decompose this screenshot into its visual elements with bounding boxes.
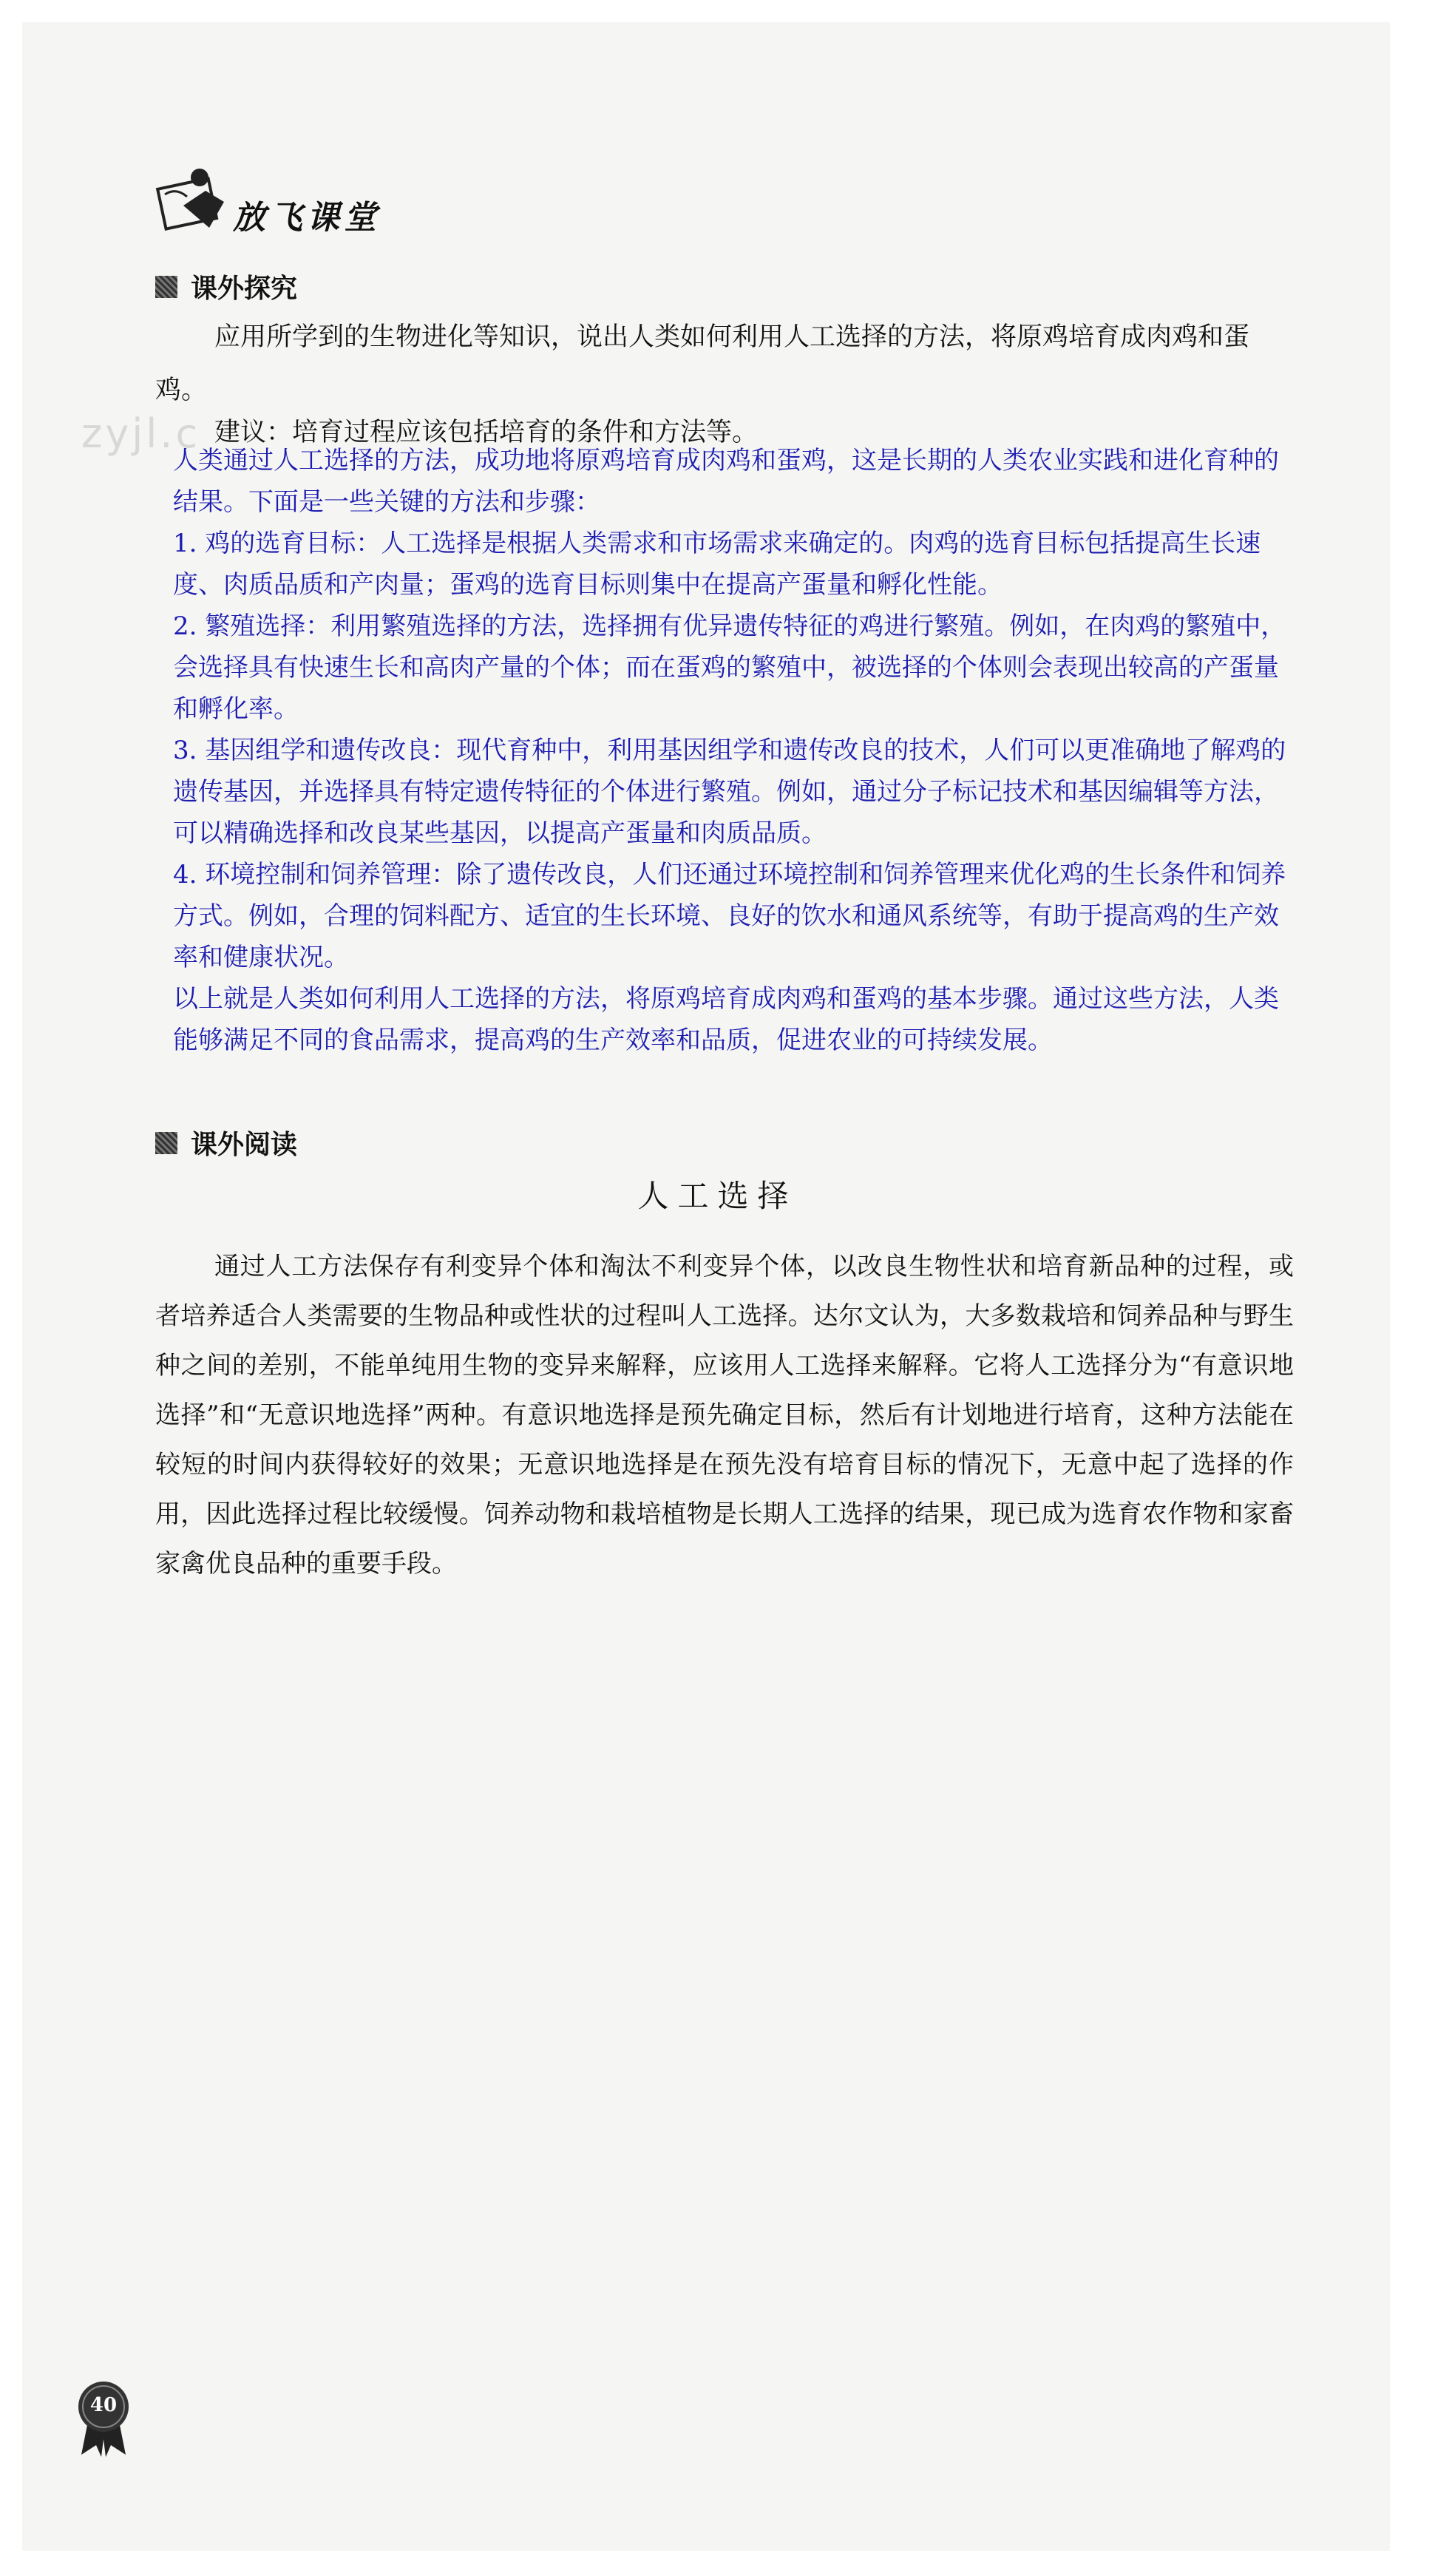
explore-question: 应用所学到的生物进化等知识，说出人类如何利用人工选择的方法，将原鸡培育成肉鸡和蛋鸡。 bbox=[155, 322, 1250, 405]
answer-paragraph: 4. 环境控制和饲养管理：除了遗传改良，人们还通过环境控制和饲养管理来优化鸡的生长条件和饲养方式。例如，合理的饲料配方、适宜的生长环境、良好的饮水和通风系统等，有助于提高鸡的生产效率和健康状况。 bbox=[173, 860, 1286, 972]
section-marker-icon bbox=[155, 1132, 177, 1154]
section-heading-reading bbox=[155, 1124, 297, 1162]
answer-paragraph: 人类通过人工选择的方法，成功地将原鸡培育成肉鸡和蛋鸡，这是长期的人类农业实践和进化育种的结果。下面是一些关键的方法和步骤： bbox=[173, 446, 1279, 517]
explore-hint: 建议：培育过程应该包括培育的条件和方法等。 bbox=[214, 418, 759, 447]
answer-block bbox=[173, 440, 1297, 1061]
page-number: 40 bbox=[89, 2394, 118, 2416]
section-heading-label: 课外探究 bbox=[191, 274, 298, 304]
reading-body: 通过人工方法保存有利变异个体和淘汰不利变异个体，以改良生物性状和培育新品种的过程，或者培养适合人类需要的生物品种或性状的过程叫人工选择。达尔文认为，大多数栽培和饲养品种与野生种之间的差别，不能单纯用生物的变异来解释，应该用人工选择来解释。它将人工选择分为“有意识地选择”和“无意识地选择”两种。有意识地选择是预先确定目标，然后有计划地进行培育，这种方法能在较短的时间内获得较好的效果；无意识地选择是在预先没有培育目标的情况下，无意中起了选择的作用，因此选择过程比较缓慢。饲养动物和栽培植物是长期人工选择的结果，现已成为选育农作物和家畜家禽优良品种的重要手段。 bbox=[155, 1252, 1294, 1579]
answer-paragraph: 2. 繁殖选择：利用繁殖选择的方法，选择拥有优异遗传特征的鸡进行繁殖。例如，在肉鸡的繁殖中，会选择具有快速生长和高肉产量的个体；而在蛋鸡的繁殖中，被选择的个体则会表现出较高的产蛋量和孵化率。 bbox=[173, 611, 1286, 724]
watermark: zyjl.c bbox=[81, 410, 201, 457]
section-heading-explore bbox=[155, 268, 297, 305]
reading-title: 人工选择 bbox=[637, 1178, 798, 1214]
section-heading-label: 课外阅读 bbox=[191, 1130, 298, 1160]
answer-paragraph: 3. 基因组学和遗传改良：现代育种中，利用基因组学和遗传改良的技术，人们可以更准确地了解鸡的遗传基因，并选择具有特定遗传特征的个体进行繁殖。例如，通过分子标记技术和基因编辑等方法，可以精确选择和改良某些基因，以提高产蛋量和肉质品质。 bbox=[173, 736, 1286, 848]
logo-title: 放飞课堂 bbox=[233, 199, 381, 237]
section-marker-icon bbox=[155, 276, 177, 298]
answer-paragraph: 以上就是人类如何利用人工选择的方法，将原鸡培育成肉鸡和蛋鸡的基本步骤。通过这些方法，人类能够满足不同的食品需求，提高鸡的生产效率和品质，促进农业的可持续发展。 bbox=[173, 984, 1279, 1055]
answer-paragraph: 1. 鸡的选育目标：人工选择是根据人类需求和市场需求来确定的。肉鸡的选育目标包括提高生长速度、肉质品质和产肉量；蛋鸡的选育目标则集中在提高产蛋量和孵化性能。 bbox=[173, 529, 1261, 600]
page-badge-icon bbox=[70, 2377, 137, 2458]
